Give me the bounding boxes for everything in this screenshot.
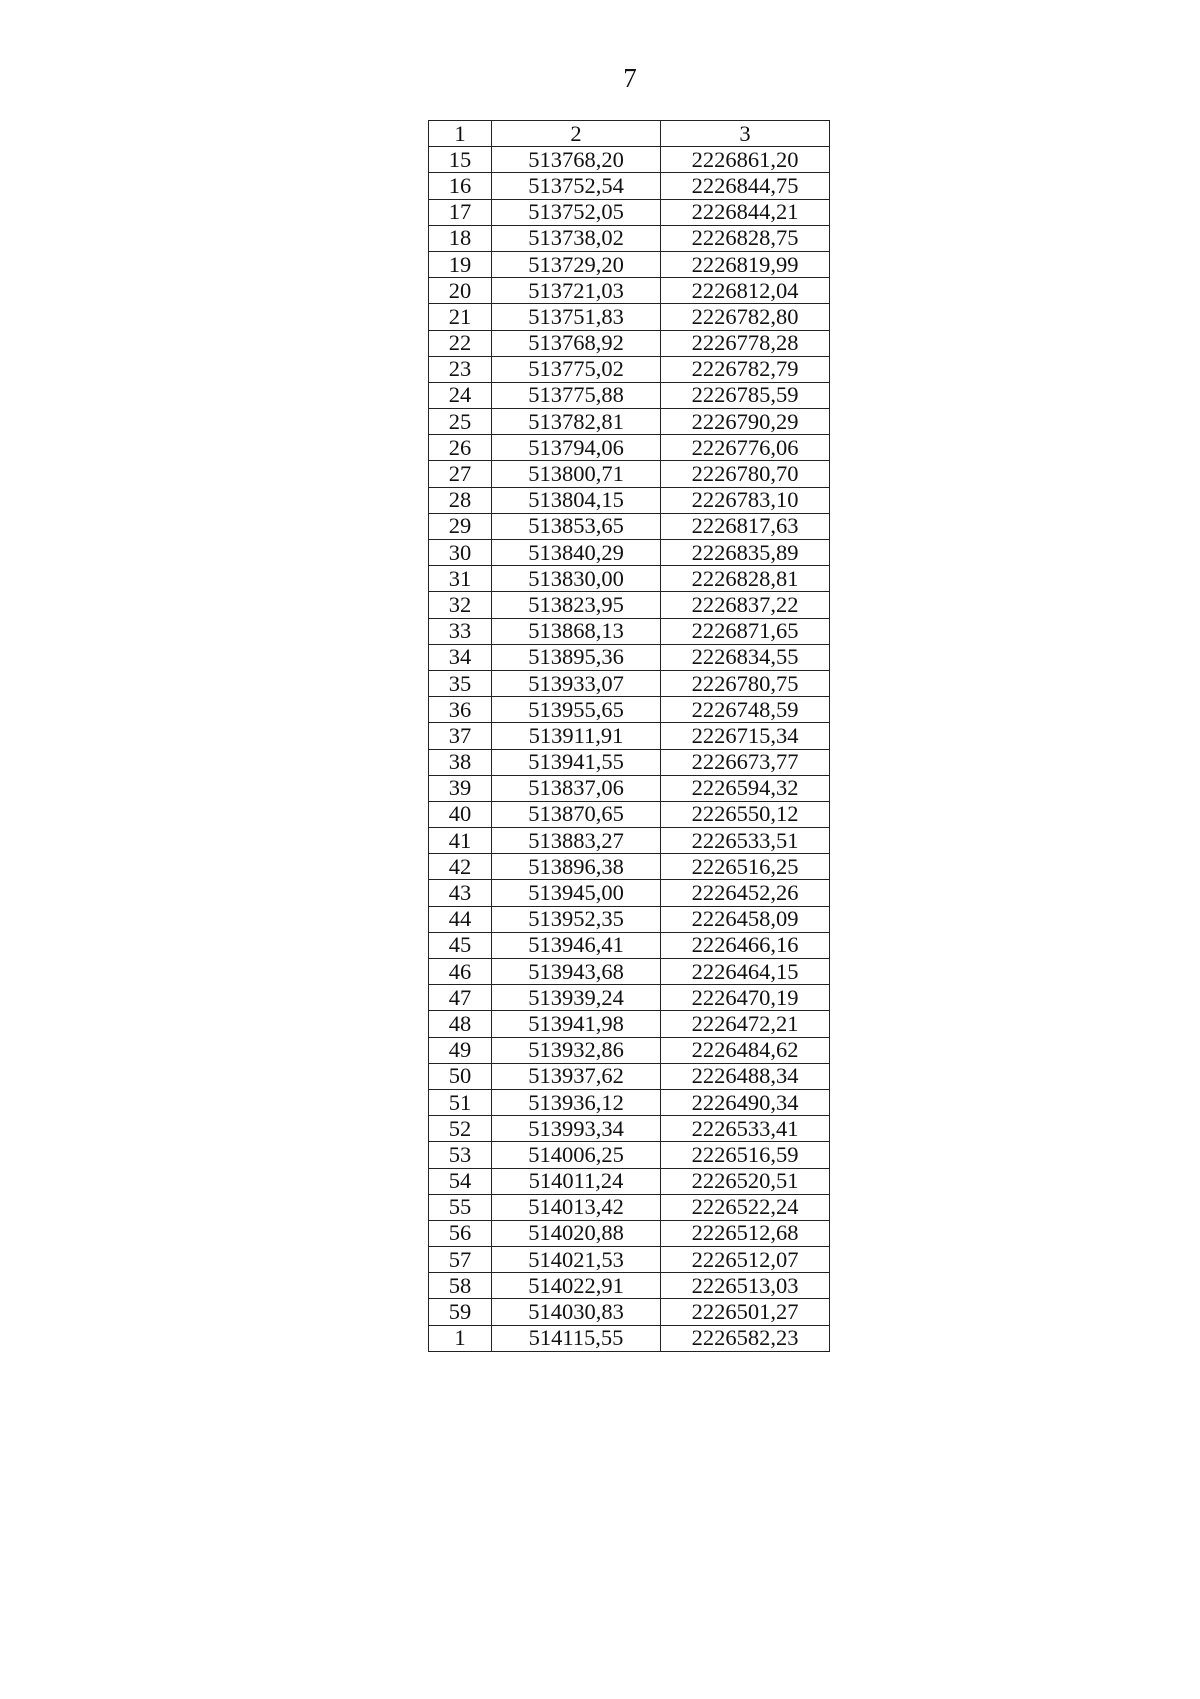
y-coordinate-cell: 2226594,32 [661,775,830,801]
table-row [429,1011,830,1037]
y-coordinate-cell: 2226715,34 [661,723,830,749]
x-coordinate-cell: 513840,29 [492,540,661,566]
table-row [429,1089,830,1115]
y-coordinate-cell: 2226533,41 [661,1116,830,1142]
table-body [429,147,830,1352]
y-coordinate-cell: 2226837,22 [661,592,830,618]
point-number-cell: 46 [429,959,492,985]
table-row [429,985,830,1011]
y-coordinate-cell: 2226776,06 [661,435,830,461]
table-row [429,906,830,932]
table-row [429,513,830,539]
table-row [429,330,830,356]
y-coordinate-cell: 2226782,79 [661,356,830,382]
table-row [429,487,830,513]
table-row [429,225,830,251]
point-number-cell: 52 [429,1116,492,1142]
table-row [429,199,830,225]
y-coordinate-cell: 2226516,25 [661,854,830,880]
table-row [429,618,830,644]
x-coordinate-cell: 513896,38 [492,854,661,880]
x-coordinate-cell: 513782,81 [492,409,661,435]
x-coordinate-cell: 513775,88 [492,382,661,408]
y-coordinate-cell: 2226780,75 [661,670,830,696]
table-row [429,1142,830,1168]
point-number-cell: 49 [429,1037,492,1063]
table-row [429,644,830,670]
y-coordinate-cell: 2226790,29 [661,409,830,435]
table-row [429,435,830,461]
point-number-cell: 36 [429,697,492,723]
x-coordinate-cell: 513933,07 [492,670,661,696]
y-coordinate-cell: 2226871,65 [661,618,830,644]
y-coordinate-cell: 2226673,77 [661,749,830,775]
y-coordinate-cell: 2226466,16 [661,932,830,958]
y-coordinate-cell: 2226748,59 [661,697,830,723]
x-coordinate-cell: 513752,05 [492,199,661,225]
table-row [429,566,830,592]
x-coordinate-cell: 514006,25 [492,1142,661,1168]
y-coordinate-cell: 2226550,12 [661,801,830,827]
point-number-cell: 35 [429,670,492,696]
y-coordinate-cell: 2226819,99 [661,251,830,277]
table-row [429,828,830,854]
y-coordinate-cell: 2226452,26 [661,880,830,906]
point-number-cell: 55 [429,1194,492,1220]
table-row [429,697,830,723]
point-number-cell: 26 [429,435,492,461]
x-coordinate-cell: 514013,42 [492,1194,661,1220]
table-row [429,1273,830,1299]
y-coordinate-cell: 2226501,27 [661,1299,830,1325]
table-row [429,278,830,304]
point-number-cell: 53 [429,1142,492,1168]
point-number-cell: 19 [429,251,492,277]
point-number-cell: 43 [429,880,492,906]
header-cell-2: 2 [492,121,661,147]
point-number-cell: 23 [429,356,492,382]
table-row [429,854,830,880]
y-coordinate-cell: 2226490,34 [661,1089,830,1115]
x-coordinate-cell: 513752,54 [492,173,661,199]
point-number-cell: 32 [429,592,492,618]
point-number-cell: 28 [429,487,492,513]
y-coordinate-cell: 2226861,20 [661,147,830,173]
y-coordinate-cell: 2226828,75 [661,225,830,251]
x-coordinate-cell: 513868,13 [492,618,661,644]
table-row [429,173,830,199]
y-coordinate-cell: 2226472,21 [661,1011,830,1037]
y-coordinate-cell: 2226513,03 [661,1273,830,1299]
x-coordinate-cell: 513830,00 [492,566,661,592]
point-number-cell: 27 [429,461,492,487]
x-coordinate-cell: 514030,83 [492,1299,661,1325]
x-coordinate-cell: 513955,65 [492,697,661,723]
y-coordinate-cell: 2226470,19 [661,985,830,1011]
table-row [429,540,830,566]
y-coordinate-cell: 2226464,15 [661,959,830,985]
y-coordinate-cell: 2226844,21 [661,199,830,225]
point-number-cell: 18 [429,225,492,251]
table-row [429,356,830,382]
table-row [429,1325,830,1351]
x-coordinate-cell: 514115,55 [492,1325,661,1351]
point-number-cell: 21 [429,304,492,330]
x-coordinate-cell: 513937,62 [492,1063,661,1089]
table-row [429,147,830,173]
point-number-cell: 39 [429,775,492,801]
y-coordinate-cell: 2226484,62 [661,1037,830,1063]
table-row [429,880,830,906]
point-number-cell: 58 [429,1273,492,1299]
x-coordinate-cell: 513775,02 [492,356,661,382]
y-coordinate-cell: 2226520,51 [661,1168,830,1194]
point-number-cell: 30 [429,540,492,566]
header-cell-1: 1 [429,121,492,147]
point-number-cell: 33 [429,618,492,644]
table-row [429,461,830,487]
point-number-cell: 50 [429,1063,492,1089]
table-row [429,749,830,775]
x-coordinate-cell: 513870,65 [492,801,661,827]
point-number-cell: 22 [429,330,492,356]
point-number-cell: 47 [429,985,492,1011]
y-coordinate-cell: 2226488,34 [661,1063,830,1089]
point-number-cell: 45 [429,932,492,958]
table-row [429,251,830,277]
table-row [429,304,830,330]
y-coordinate-cell: 2226512,68 [661,1220,830,1246]
point-number-cell: 17 [429,199,492,225]
page-number: 7 [623,63,637,93]
point-number-cell: 24 [429,382,492,408]
point-number-cell: 54 [429,1168,492,1194]
x-coordinate-cell: 513943,68 [492,959,661,985]
y-coordinate-cell: 2226582,23 [661,1325,830,1351]
y-coordinate-cell: 2226778,28 [661,330,830,356]
point-number-cell: 48 [429,1011,492,1037]
table-row [429,1247,830,1273]
table-row [429,1037,830,1063]
table-row [429,723,830,749]
table-row [429,801,830,827]
header-cell-3: 3 [661,121,830,147]
point-number-cell: 38 [429,749,492,775]
table-row [429,1194,830,1220]
y-coordinate-cell: 2226516,59 [661,1142,830,1168]
y-coordinate-cell: 2226522,24 [661,1194,830,1220]
x-coordinate-cell: 514021,53 [492,1247,661,1273]
y-coordinate-cell: 2226533,51 [661,828,830,854]
y-coordinate-cell: 2226783,10 [661,487,830,513]
x-coordinate-cell: 513794,06 [492,435,661,461]
x-coordinate-cell: 514011,24 [492,1168,661,1194]
x-coordinate-cell: 513941,55 [492,749,661,775]
point-number-cell: 44 [429,906,492,932]
table-row [429,382,830,408]
x-coordinate-cell: 513804,15 [492,487,661,513]
table-row [429,1116,830,1142]
x-coordinate-cell: 513721,03 [492,278,661,304]
table-row [429,959,830,985]
point-number-cell: 31 [429,566,492,592]
table-row [429,1063,830,1089]
table-row [429,775,830,801]
point-number-cell: 1 [429,1325,492,1351]
x-coordinate-cell: 513936,12 [492,1089,661,1115]
point-number-cell: 56 [429,1220,492,1246]
point-number-cell: 57 [429,1247,492,1273]
x-coordinate-cell: 513729,20 [492,251,661,277]
point-number-cell: 20 [429,278,492,304]
point-number-cell: 42 [429,854,492,880]
x-coordinate-cell: 513946,41 [492,932,661,958]
x-coordinate-cell: 513883,27 [492,828,661,854]
x-coordinate-cell: 513895,36 [492,644,661,670]
point-number-cell: 29 [429,513,492,539]
x-coordinate-cell: 513823,95 [492,592,661,618]
table-row [429,409,830,435]
x-coordinate-cell: 513751,83 [492,304,661,330]
point-number-cell: 40 [429,801,492,827]
point-number-cell: 25 [429,409,492,435]
point-number-cell: 41 [429,828,492,854]
x-coordinate-cell: 513939,24 [492,985,661,1011]
x-coordinate-cell: 513952,35 [492,906,661,932]
y-coordinate-cell: 2226782,80 [661,304,830,330]
point-number-cell: 34 [429,644,492,670]
x-coordinate-cell: 513911,91 [492,723,661,749]
table-row [429,670,830,696]
x-coordinate-cell: 513945,00 [492,880,661,906]
point-number-cell: 59 [429,1299,492,1325]
y-coordinate-cell: 2226812,04 [661,278,830,304]
y-coordinate-cell: 2226780,70 [661,461,830,487]
x-coordinate-cell: 513932,86 [492,1037,661,1063]
x-coordinate-cell: 513768,92 [492,330,661,356]
point-number-cell: 51 [429,1089,492,1115]
table-row [429,1299,830,1325]
table-header-row [429,121,830,147]
y-coordinate-cell: 2226458,09 [661,906,830,932]
y-coordinate-cell: 2226835,89 [661,540,830,566]
x-coordinate-cell: 513853,65 [492,513,661,539]
x-coordinate-cell: 514020,88 [492,1220,661,1246]
y-coordinate-cell: 2226785,59 [661,382,830,408]
x-coordinate-cell: 514022,91 [492,1273,661,1299]
y-coordinate-cell: 2226817,63 [661,513,830,539]
point-number-cell: 37 [429,723,492,749]
coordinates-table [428,120,830,1352]
y-coordinate-cell: 2226512,07 [661,1247,830,1273]
table-row [429,1168,830,1194]
table-row [429,1220,830,1246]
y-coordinate-cell: 2226834,55 [661,644,830,670]
table-row [429,932,830,958]
y-coordinate-cell: 2226828,81 [661,566,830,592]
point-number-cell: 15 [429,147,492,173]
table-row [429,592,830,618]
x-coordinate-cell: 513738,02 [492,225,661,251]
x-coordinate-cell: 513993,34 [492,1116,661,1142]
x-coordinate-cell: 513800,71 [492,461,661,487]
x-coordinate-cell: 513837,06 [492,775,661,801]
x-coordinate-cell: 513768,20 [492,147,661,173]
y-coordinate-cell: 2226844,75 [661,173,830,199]
x-coordinate-cell: 513941,98 [492,1011,661,1037]
point-number-cell: 16 [429,173,492,199]
